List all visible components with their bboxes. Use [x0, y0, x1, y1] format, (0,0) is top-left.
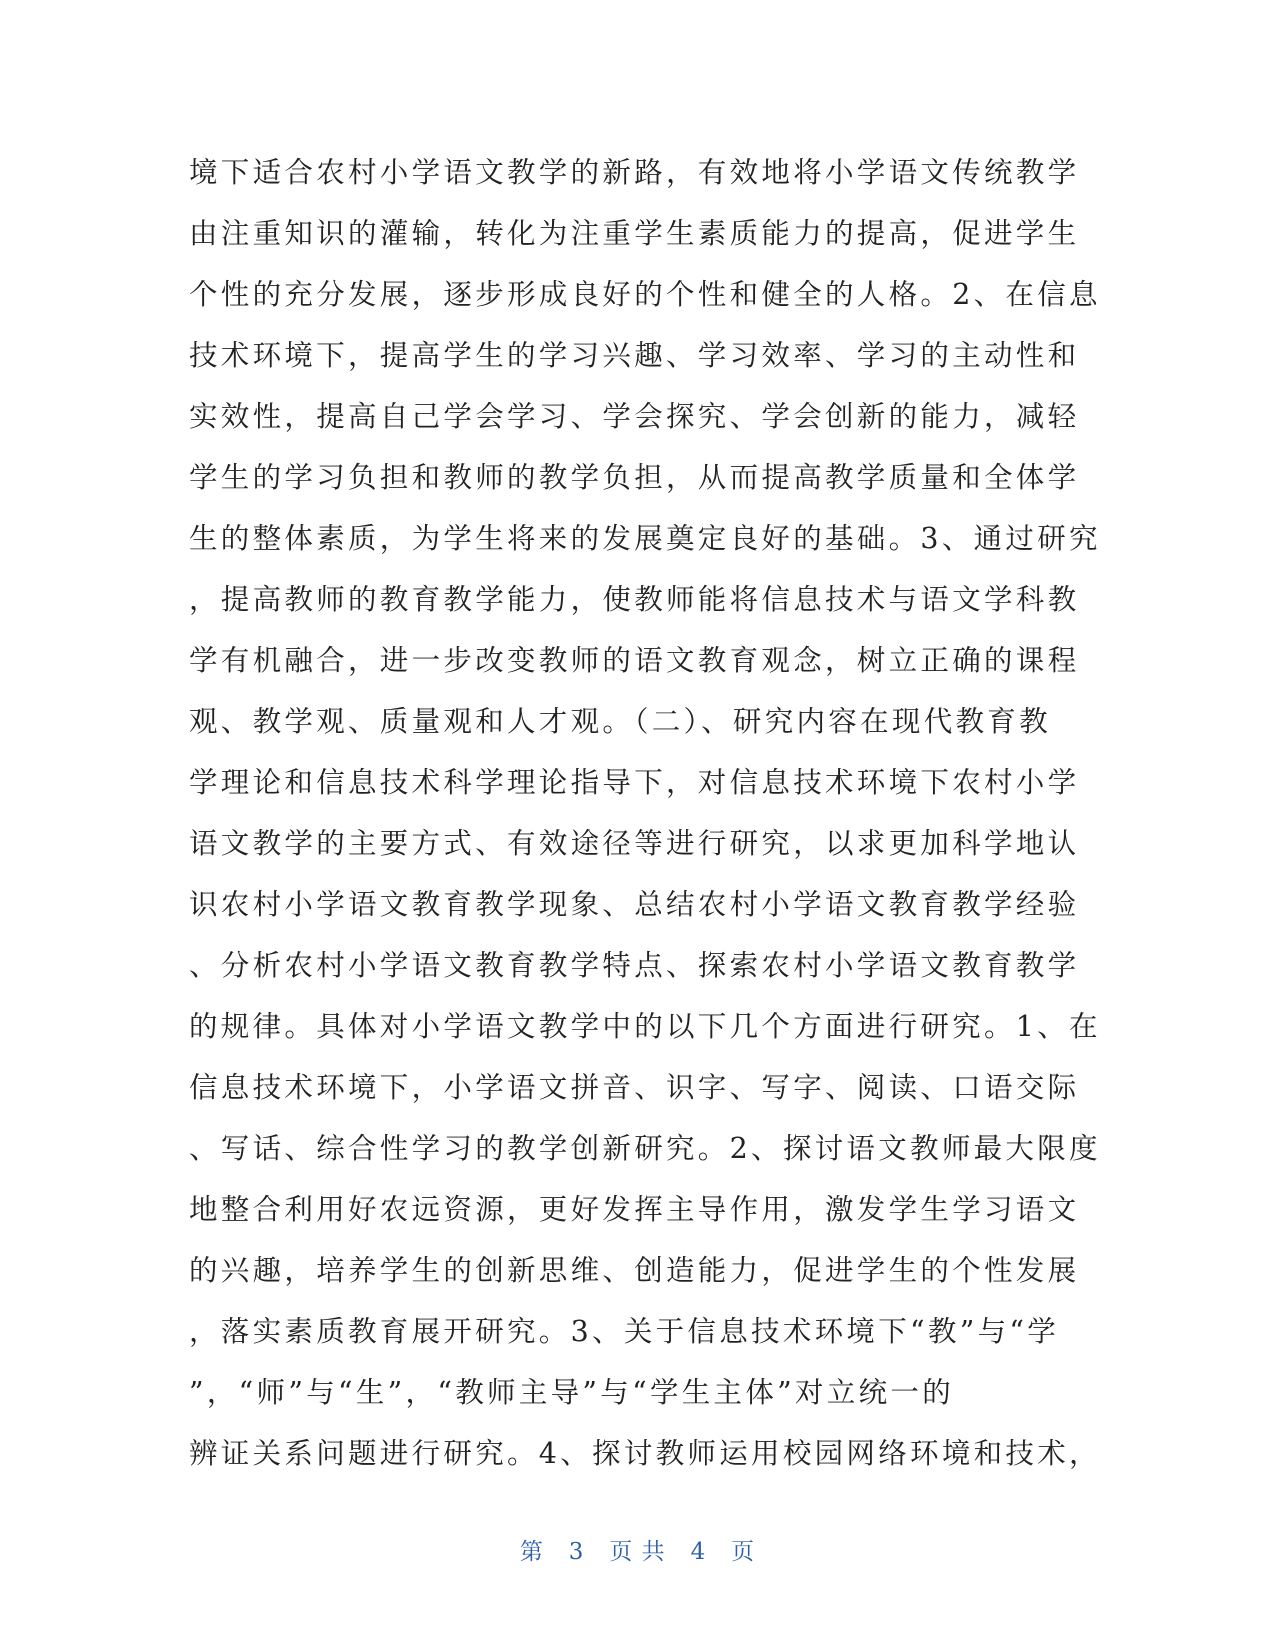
text-line: 语文教学的主要方式、有效途径等进行研究，以求更加科学地认 — [189, 827, 1080, 860]
text-line: 学有机融合，进一步改变教师的语文教育观念，树立正确的课程 — [189, 644, 1080, 677]
text-line: ，提高教师的教育教学能力，使教师能将信息技术与语文学科教 — [189, 583, 1080, 616]
page-footer — [0, 1533, 1275, 1566]
document-body — [189, 142, 1101, 1484]
footer-middle: 页 共 — [609, 1539, 666, 1565]
text-line: 、分析农村小学语文教育教学特点、探索农村小学语文教育教学 — [189, 949, 1080, 982]
text-line: ，落实素质教育展开研究。3、关于信息技术环境下“教”与“学 — [189, 1315, 1060, 1348]
footer-prefix: 第 — [519, 1539, 544, 1565]
text-line: ”，“师”与“生”，“教师主导”与“学生主体”对立统一的 — [189, 1376, 955, 1409]
text-line: 个性的充分发展，逐步形成良好的个性和健全的人格。2、在信息 — [189, 278, 1101, 311]
text-line: 、写话、综合性学习的教学创新研究。2、探讨语文教师最大限度 — [189, 1132, 1101, 1165]
text-line: 学理论和信息技术科学理论指导下，对信息技术环境下农村小学 — [189, 766, 1080, 799]
text-line: 学生的学习负担和教师的教学负担，从而提高教学质量和全体学 — [189, 461, 1080, 494]
total-pages-number: 4 — [690, 1539, 707, 1565]
text-line: 信息技术环境下，小学语文拼音、识字、写字、阅读、口语交际 — [189, 1071, 1080, 1104]
text-line: 的兴趣，培养学生的创新思维、创造能力，促进学生的个性发展 — [189, 1254, 1080, 1287]
text-line: 地整合利用好农远资源，更好发挥主导作用，激发学生学习语文 — [189, 1193, 1080, 1226]
text-line: 由注重知识的灌输，转化为注重学生素质能力的提高，促进学生 — [189, 217, 1080, 250]
text-line: 观、教学观、质量观和人才观。（二）、研究内容在现代教育教 — [189, 705, 1051, 738]
current-page-number: 3 — [568, 1539, 585, 1565]
text-line: 生的整体素质，为学生将来的发展奠定良好的基础。3、通过研究 — [189, 522, 1101, 555]
text-line: 技术环境下，提高学生的学习兴趣、学习效率、学习的主动性和 — [189, 339, 1080, 372]
text-line: 的规律。具体对小学语文教学中的以下几个方面进行研究。1、在 — [189, 1010, 1101, 1043]
text-line: 辨证关系问题进行研究。4、探讨教师运用校园网络环境和技术， — [189, 1437, 1101, 1470]
text-line: 实效性，提高自己学会学习、学会探究、学会创新的能力，减轻 — [189, 400, 1080, 433]
footer-suffix: 页 — [731, 1539, 756, 1565]
text-line: 识农村小学语文教育教学现象、总结农村小学语文教育教学经验 — [189, 888, 1080, 921]
text-line: 境下适合农村小学语文教学的新路，有效地将小学语文传统教学 — [189, 156, 1080, 189]
